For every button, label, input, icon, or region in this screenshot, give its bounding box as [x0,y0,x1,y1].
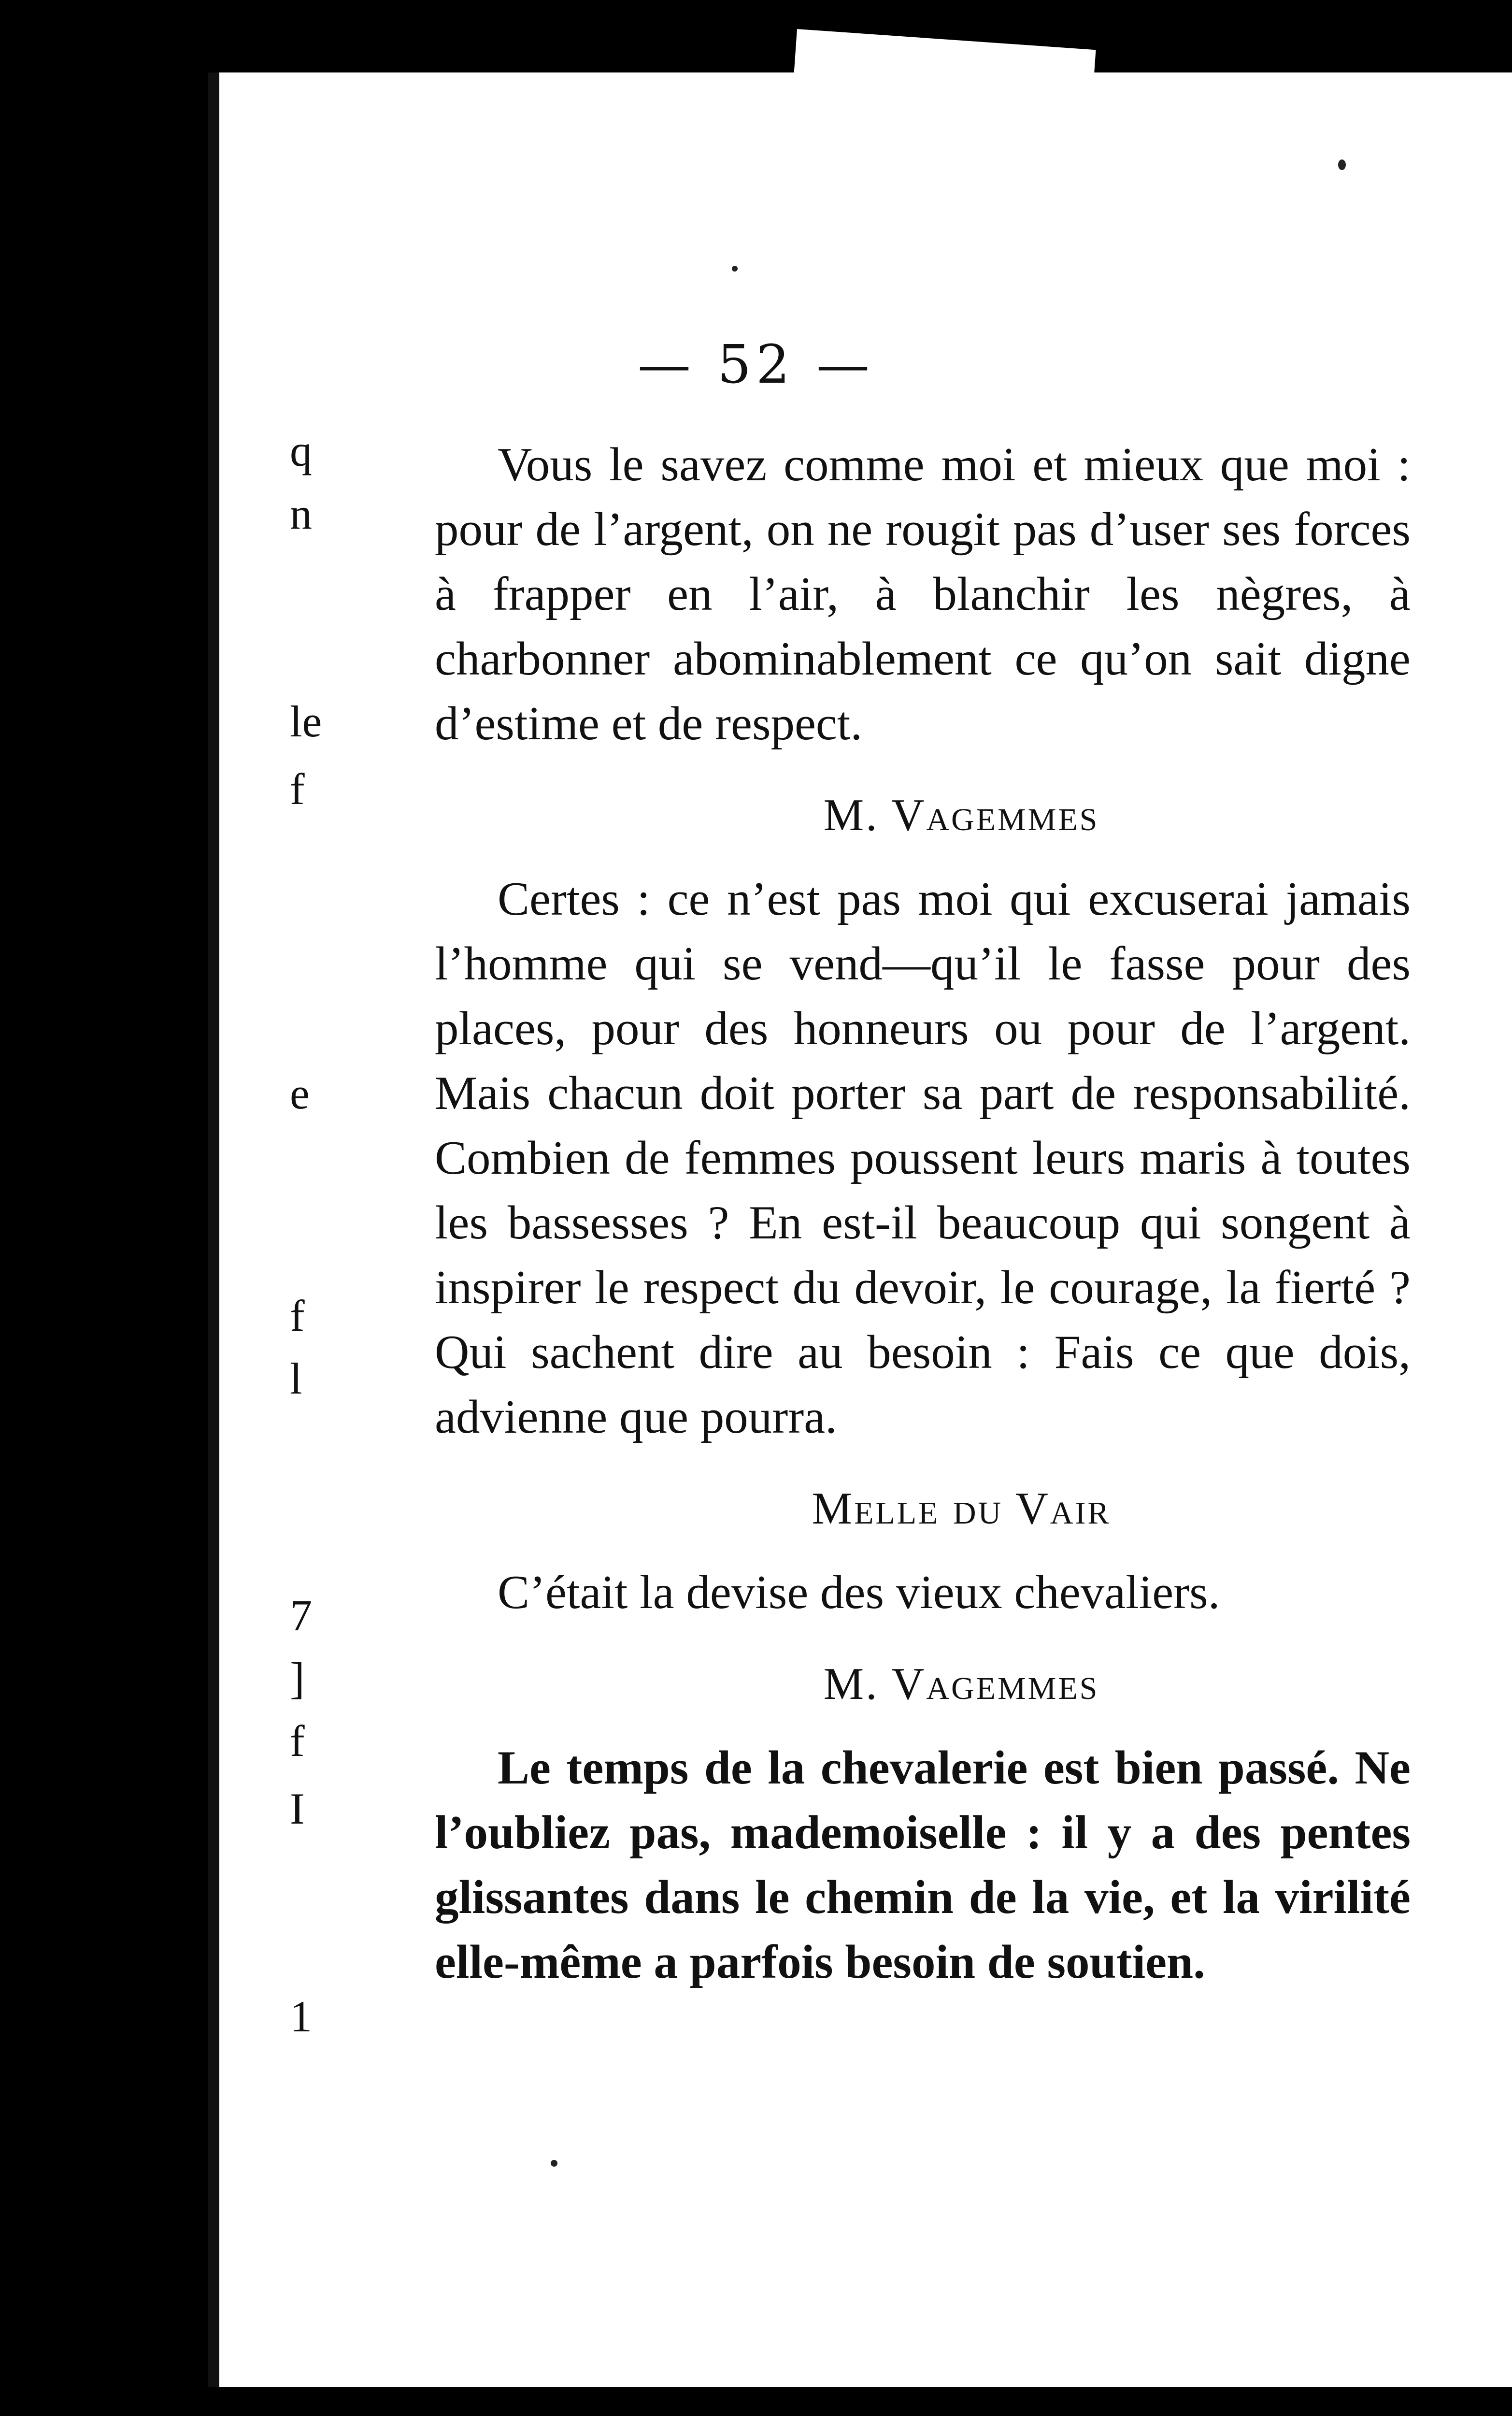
speck [551,2160,557,2167]
margin-letter: ] [290,1654,305,1703]
margin-letter: f [290,764,305,814]
margin-letter: e [290,1069,310,1118]
paragraph: C’était la devise des vieux chevaliers. [498,1566,1220,1619]
speaker-heading: M. Vagemmes [823,1659,1099,1709]
margin-letter: f [290,1291,305,1340]
speck [732,266,738,272]
margin-letter: f [290,1716,305,1766]
paragraph: Vous le savez comme moi et mieux que moi : pour de l’argent, on ne rougit pas d’user ses forces à frapper en l’air, à blanchir les nègres, à charbonner abominablement ce qu’on sait digne d’estime et de respect. [435,438,1411,750]
margin-letter: le [290,697,322,746]
dialogue-text [435,432,1411,1995]
margin-letter: I [290,1784,305,1833]
speck [1338,159,1346,170]
margin-letter: 7 [290,1591,312,1640]
paragraph: Le temps de la chevalerie est bien passé. Ne l’oubliez pas, mademoiselle : il y a des pentes glissantes dans le chemin de la vie, et la virilité elle-même a parfois besoin de soutien. [435,1741,1411,1988]
speaker-heading: Melle du Vair [812,1483,1111,1534]
page-binding-edge [208,72,219,2387]
page-number: — 52 — [638,333,874,395]
margin-letter: l [290,1354,302,1403]
paragraph: Certes : ce n’est pas moi qui excuserai jamais l’homme qui se vend—qu’il le fasse pour des places, pour des honneurs ou pour de l’argent. Mais chacun doit porter sa part de responsabilité. Combien de femmes poussent leurs maris à toutes les bassesses ? En est-il beaucoup qui songent à inspirer le respect du devoir, le courage, la fierté ? Qui sachent dire au besoin : Fais ce que dois, advienne que pourra. [435,873,1411,1443]
margin-letter: n [290,489,312,538]
margin-letter: 1 [290,1992,312,2041]
speaker-heading: M. Vagemmes [823,790,1099,840]
margin-letter: q [290,426,312,475]
